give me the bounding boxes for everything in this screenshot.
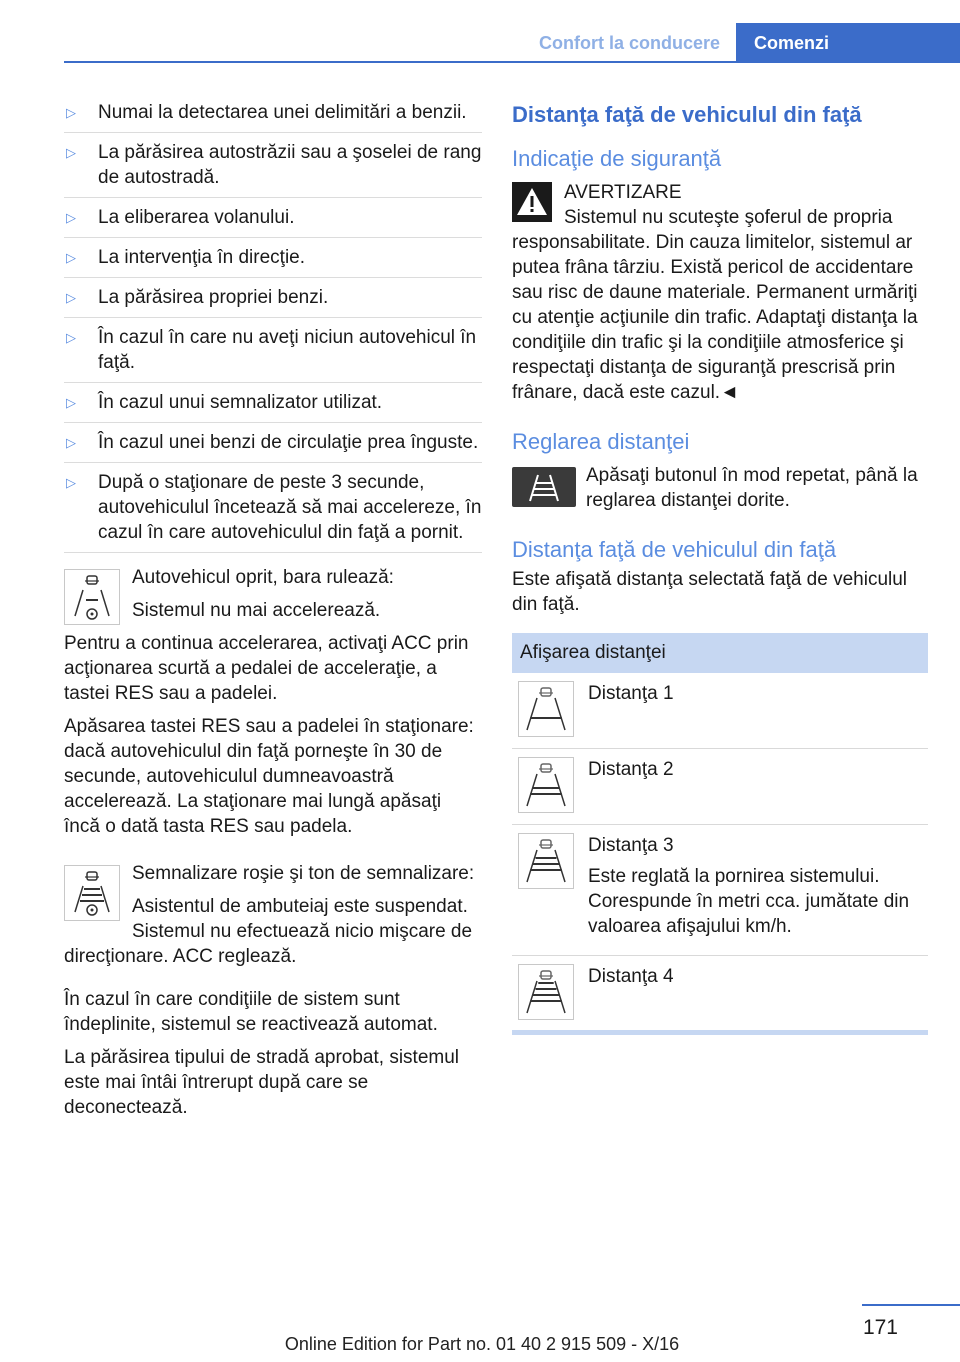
main-heading: Distanţa faţă de vehiculul din faţă — [512, 102, 862, 127]
list-item-text: La eliberarea volanului. — [98, 207, 295, 228]
red-signal-block — [64, 861, 482, 969]
stopped-text-3: Apăsarea tastei RES sau a padelei în staţionare: dacă autovehiculul din faţă porneşte în 30 de secunde, autovehiculul dumneavoastră accelerează. La staţionare mai lungă apăsaţi încă o dată tasta RES sau padela. — [64, 716, 474, 837]
distance-bars-icon — [518, 757, 574, 813]
bullet-triangle-icon: ▷ — [66, 475, 76, 490]
list-item-text: Numai la detectarea unei delimitări a benzii. — [98, 102, 467, 123]
header-section: Confort la conducere — [538, 33, 720, 53]
distance-label: Distanţa 3 — [588, 835, 674, 856]
steering-warning-icon — [64, 865, 120, 921]
car-stopped-icon — [64, 569, 120, 625]
bullet-triangle-icon: ▷ — [66, 105, 76, 120]
header-rule — [64, 61, 960, 63]
list-item-text: La părăsirea autostrăzii sau a şoselei de rang de autostradă. — [98, 142, 482, 188]
table-row — [512, 673, 928, 749]
list-item — [64, 390, 482, 423]
distance-note: Este reglată la pornirea sistemului. Corespunde în metri cca. jumătate din valoarea afişajului km/h. — [588, 866, 910, 937]
adjust-block — [512, 463, 928, 513]
list-item — [64, 430, 482, 463]
stopped-text-1: Sistemul nu mai accelerează. — [132, 600, 381, 621]
distance-text: Este afişată distanţa selectată faţă de vehiculul din faţă. — [512, 569, 908, 615]
table-header: Afişarea distanţei — [512, 633, 928, 673]
list-item-text: În cazul unui semnalizator utilizat. — [98, 392, 383, 413]
warning-triangle-icon — [512, 182, 552, 222]
list-item-text: După o staţionare de peste 3 secunde, autovehiculul încetează să mai accelereze, în cazul în care autovehiculul din faţă a pornit. — [98, 472, 482, 543]
list-item-text: La intervenţia în direcţie. — [98, 247, 306, 268]
warning-block — [512, 180, 928, 405]
list-item-text: La părăsirea propriei benzi. — [98, 287, 329, 308]
list-item-text: În cazul unei benzi de circulaţie prea înguste. — [98, 432, 479, 453]
table-row — [512, 956, 928, 1035]
conditions-text: În cazul în care condiţiile de sistem sunt îndeplinite, sistemul se reactivează automat. — [64, 989, 438, 1035]
list-item — [64, 325, 482, 383]
adjust-text: Apăsaţi butonul în mod repetat, până la reglarea distanţei dorite. — [586, 465, 918, 511]
bullet-triangle-icon: ▷ — [66, 145, 76, 160]
footer-rule — [862, 1304, 960, 1306]
stopped-title: Autovehicul oprit, bara rulează: — [132, 567, 394, 588]
list-item — [64, 245, 482, 278]
page-number: 171 — [862, 1316, 898, 1339]
distance-bars-icon — [518, 833, 574, 889]
left-column — [64, 100, 482, 1128]
distance-heading: Distanţa faţă de vehiculul din faţă — [512, 537, 837, 562]
distance-button-icon — [512, 467, 576, 507]
road-type-text: La părăsirea tipului de stradă aprobat, sistemul este mai întâi întrerupt după care se deconectează. — [64, 1047, 460, 1118]
table-row — [512, 825, 928, 956]
bullet-triangle-icon: ▷ — [66, 330, 76, 345]
edition-note: Online Edition for Part no. 01 40 2 915 509 - X/16 — [284, 1334, 680, 1354]
list-item — [64, 470, 482, 553]
right-column — [512, 100, 928, 1035]
bullet-triangle-icon: ▷ — [66, 435, 76, 450]
distance-bars-icon — [518, 681, 574, 737]
list-item — [64, 100, 482, 133]
distance-bars-icon — [518, 964, 574, 1020]
adjust-heading: Reglarea distanţei — [512, 429, 690, 454]
condition-list — [64, 100, 482, 553]
table-row — [512, 749, 928, 825]
red-signal-title: Semnalizare roşie şi ton de semnalizare: — [132, 863, 475, 884]
row-content — [574, 757, 674, 814]
bullet-triangle-icon: ▷ — [66, 290, 76, 305]
list-item-text: În cazul în care nu aveţi niciun autovehicul în faţă. — [98, 327, 477, 373]
warning-label: AVERTIZARE — [564, 182, 682, 203]
list-item — [64, 140, 482, 198]
header-chapter: Comenzi — [736, 23, 960, 63]
row-content — [574, 833, 928, 945]
row-content — [574, 964, 674, 1020]
stopped-text-2: Pentru a continua accelerarea, activaţi ACC prin acţionarea scurtă a pedalei de acceleraţie, a tastei RES sau a padelei. — [64, 633, 469, 704]
bullet-triangle-icon: ▷ — [66, 250, 76, 265]
distance-label: Distanţa 1 — [588, 683, 674, 704]
red-signal-text: Asistentul de ambuteiaj este suspendat. Sistemul nu efectuează nicio mişcare de direcţionare. ACC reglează. — [64, 896, 473, 967]
row-content — [574, 681, 674, 738]
distance-table — [512, 633, 928, 1035]
warning-text: Sistemul nu scuteşte şoferul de propria responsabilitate. Din cauza limitelor, sistemul ar putea frâna târziu. Există pericol de accidentare sau risc de daune materiale. Permanent urmăriţi cu atenţie acţiunile din trafic. Adaptaţi distanţa la condiţiile din trafic şi la condiţiile atmosferice şi respectaţi distanţa de siguranţă prescrisă prin frânare, dacă este cazul.◄ — [512, 207, 918, 403]
safety-heading: Indicaţie de siguranţă — [512, 146, 722, 171]
bullet-triangle-icon: ▷ — [66, 210, 76, 225]
distance-label: Distanţa 4 — [588, 966, 674, 987]
bullet-triangle-icon: ▷ — [66, 395, 76, 410]
list-item — [64, 205, 482, 238]
stopped-block — [64, 565, 482, 839]
list-item — [64, 285, 482, 318]
page-header — [0, 23, 960, 63]
distance-label: Distanţa 2 — [588, 759, 674, 780]
